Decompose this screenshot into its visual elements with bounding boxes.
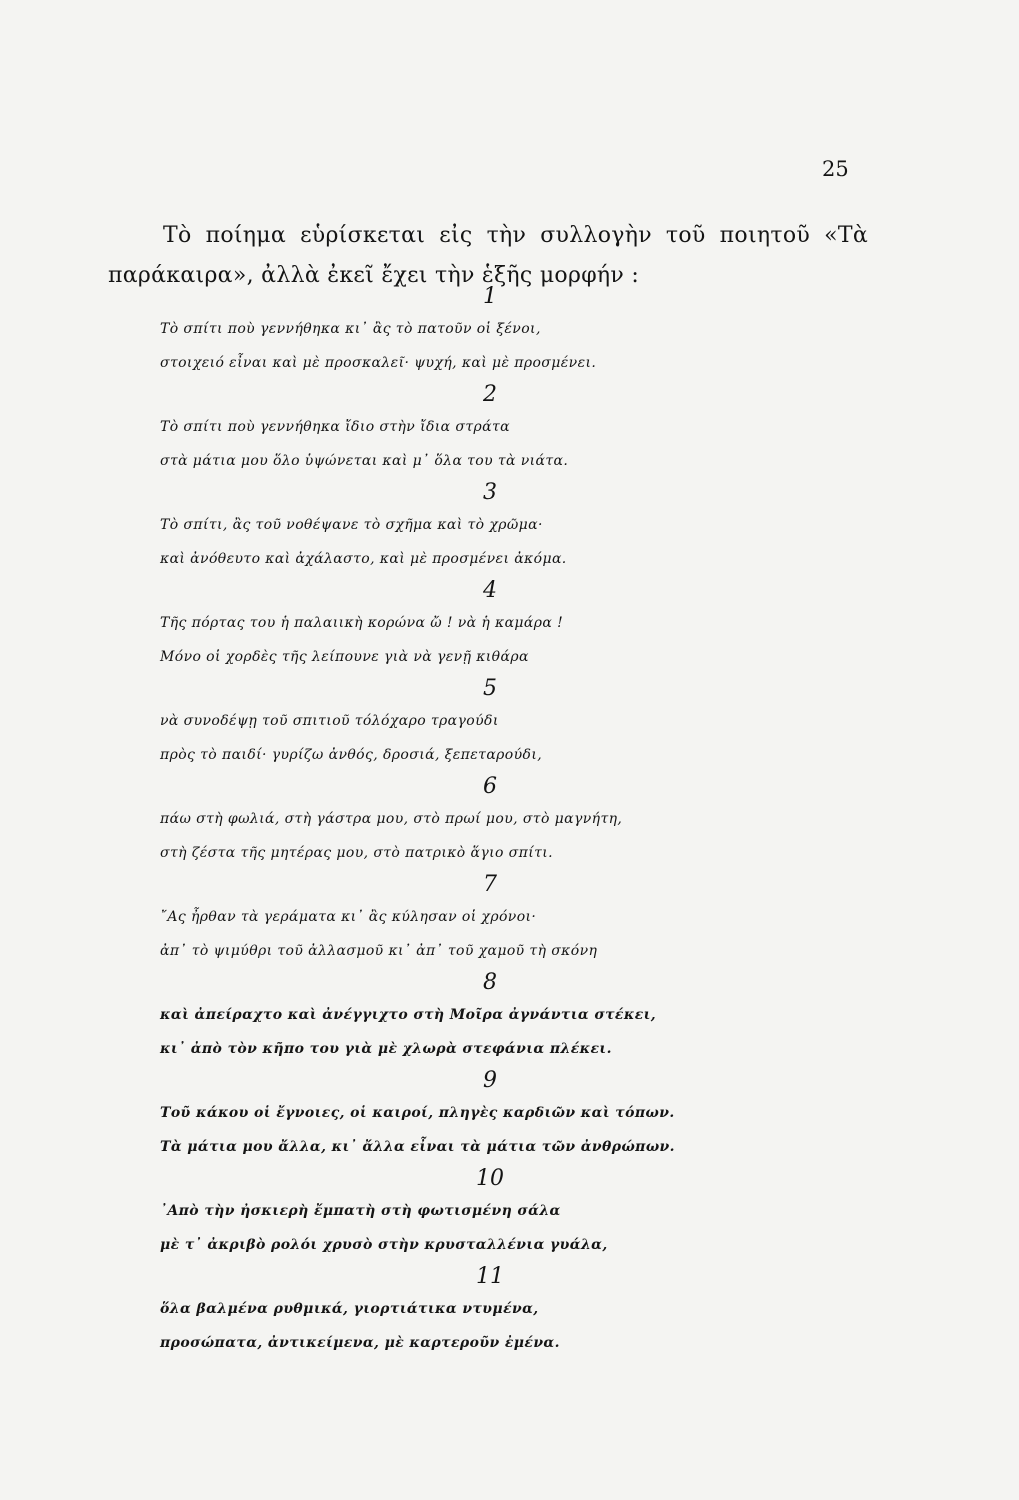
verse-line: κι᾽ ἀπὸ τὸν κῆπο του γιὰ μὲ χλωρὰ στεφάνια πλέκει.	[160, 1041, 612, 1057]
stanza-4	[160, 576, 880, 674]
verse-line: Τὰ μάτια μου ἄλλα, κι᾽ ἄλλα εἶναι τὰ μάτια τῶν ἀνθρώπων.	[160, 1139, 675, 1155]
verse-line: Τὸ σπίτι, ἂς τοῦ νοθέψανε τὸ σχῆμα καὶ τὸ χρῶμα·	[160, 517, 543, 533]
verse-line: ἀπ᾽ τὸ ψιμύθρι τοῦ ἀλλασμοῦ κι᾽ ἀπ᾽ τοῦ χαμοῦ τὴ σκόνη	[160, 943, 598, 959]
verse-line: καὶ ἀνόθευτο καὶ ἀχάλαστο, καὶ μὲ προσμένει ἀκόμα.	[160, 551, 567, 567]
stanza-8	[160, 968, 880, 1066]
stanza-11	[160, 1262, 880, 1360]
verse-line: προσώπατα, ἀντικείμενα, μὲ καρτεροῦν ἐμένα.	[160, 1335, 560, 1351]
verse-line: πρὸς τὸ παιδί· γυρίζω ἀνθός, δροσιά, ξεπεταρούδι,	[160, 747, 543, 763]
stanza-number: 3	[483, 480, 497, 505]
verse-line: στοιχειό εἶναι καὶ μὲ προσκαλεῖ· ψυχή, καὶ μὲ προσμένει.	[160, 355, 597, 371]
stanza-3	[160, 478, 880, 576]
stanza-number: 11	[476, 1264, 504, 1289]
verse-line: Τῆς πόρτας του ἡ παλαιικὴ κορώνα ὤ ! νὰ ἡ καμάρα !	[160, 615, 564, 631]
stanza-1	[160, 282, 880, 380]
poem	[160, 282, 880, 1360]
verse-line: ὅλα βαλμένα ρυθμικά, γιορτιάτικα ντυμένα,	[160, 1301, 539, 1317]
stanza-6	[160, 772, 880, 870]
stanza-number: 6	[483, 774, 497, 799]
stanza-number: 9	[483, 1068, 497, 1093]
verse-line: Μόνο οἱ χορδὲς τῆς λείπουνε γιὰ νὰ γενῇ κιθάρα	[160, 649, 529, 665]
verse-line: στὴ ζέστα τῆς μητέρας μου, στὸ πατρικὸ ἅγιο σπίτι.	[160, 845, 554, 861]
verse-line: μὲ τ᾽ ἀκριβὸ ρολόι χρυσὸ στὴν κρυσταλλένια γυάλα,	[160, 1237, 608, 1253]
verse-line: Τὸ σπίτι ποὺ γεννήθηκα ἴδιο στὴν ἴδια στράτα	[160, 419, 510, 435]
intro-line-1: Τὸ ποίημα εὑρίσκεται εἰς τὴν συλλογὴν τοῦ ποιητοῦ «Τὰ	[163, 223, 868, 248]
verse-line: ῎Ας ἦρθαν τὰ γεράματα κι᾽ ἂς κύλησαν οἱ χρόνοι·	[160, 909, 537, 925]
stanza-number: 1	[483, 284, 497, 309]
verse-line: πάω στὴ φωλιά, στὴ γάστρα μου, στὸ πρωί μου, στὸ μαγνήτη,	[160, 811, 623, 827]
stanza-number: 5	[483, 676, 497, 701]
verse-line: Τὸ σπίτι ποὺ γεννήθηκα κι᾽ ἂς τὸ πατοῦν οἱ ξένοι,	[160, 321, 541, 337]
verse-line: ᾽Απὸ τὴν ἠσκιερὴ ἔμπατὴ στὴ φωτισμένη σάλα	[160, 1203, 561, 1219]
verse-line: στὰ μάτια μου ὅλο ὑψώνεται καὶ μ᾽ ὅλα του τὰ νιάτα.	[160, 453, 569, 469]
stanza-number: 2	[483, 382, 497, 407]
verse-line: καὶ ἀπείραχτο καὶ ἀνέγγιχτο στὴ Μοῖρα ἀγνάντια στέκει,	[160, 1007, 657, 1023]
stanza-number: 4	[483, 578, 497, 603]
stanza-number: 7	[483, 872, 497, 897]
stanza-2	[160, 380, 880, 478]
stanza-9	[160, 1066, 880, 1164]
verse-line: νὰ συνοδέψῃ τοῦ σπιτιοῦ τόλόχαρο τραγούδι	[160, 713, 499, 729]
stanza-10	[160, 1164, 880, 1262]
stanza-5	[160, 674, 880, 772]
intro-line-2: παράκαιρα», ἀλλὰ ἐκεῖ ἔχει τὴν ἑξῆς μορφήν :	[108, 263, 640, 288]
stanza-7	[160, 870, 880, 968]
verse-line: Τοῦ κάκου οἱ ἔγνοιες, οἱ καιροί, πληγὲς καρδιῶν καὶ τόπων.	[160, 1105, 675, 1121]
page-number: 25	[822, 157, 849, 181]
stanza-number: 8	[483, 970, 497, 995]
stanza-number: 10	[476, 1166, 504, 1191]
